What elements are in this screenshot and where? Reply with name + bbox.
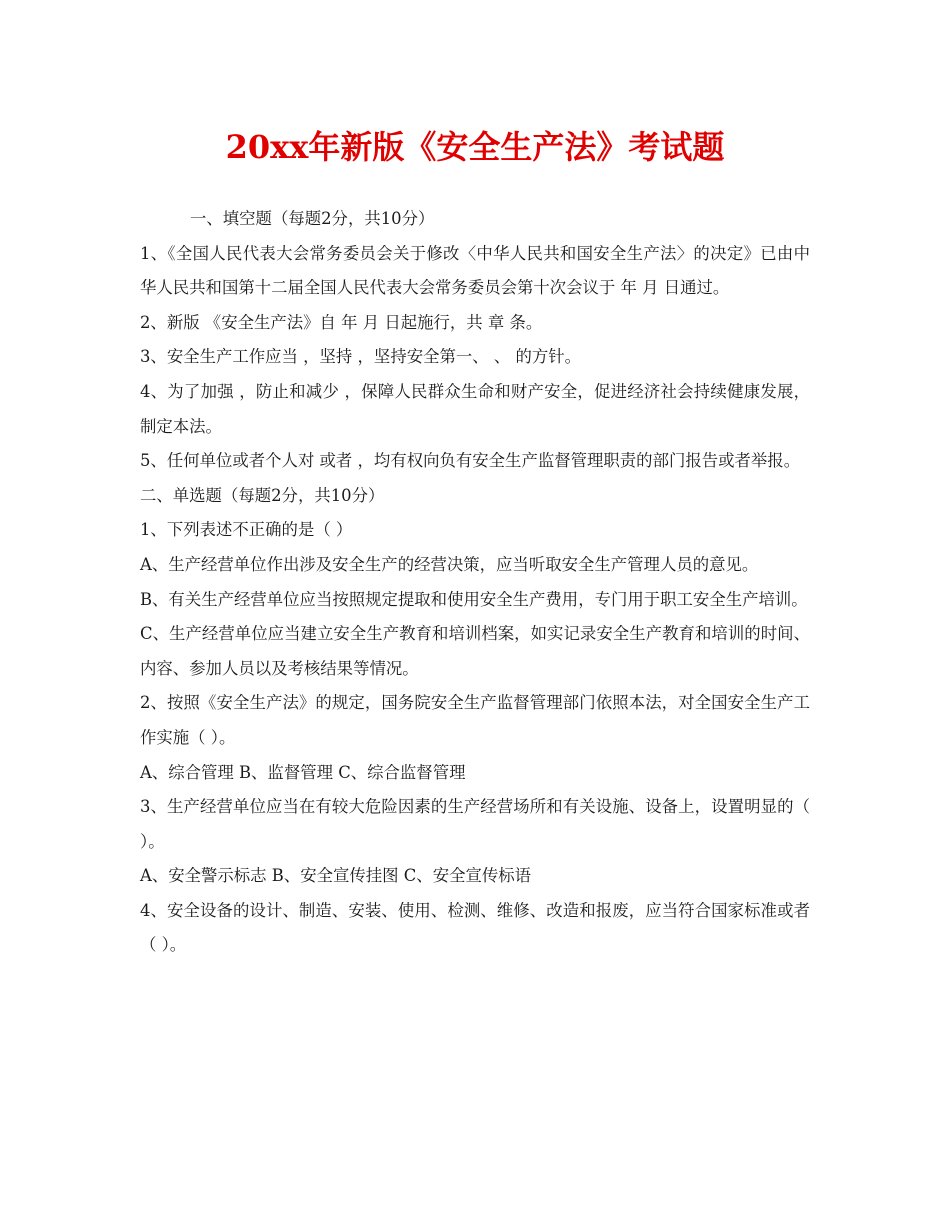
- section-heading-single-choice: 二、单选题（每题2分，共10分）: [140, 485, 385, 505]
- question-choice-2-options: A、综合管理 B、监督管理 C、综合监督管理: [140, 762, 466, 782]
- question-choice-2: 2、按照《安全生产法》的规定，国务院安全生产监督管理部门依照本法，对全国安全生产工作实施（ ）。: [140, 693, 810, 747]
- question-choice-4: 4、安全设备的设计、制造、安装、使用、检测、维修、改造和报废，应当符合国家标准或者（ ）。: [140, 900, 810, 955]
- document-title: 20xx年新版《安全生产法》考试题: [225, 128, 725, 166]
- question-fill-2: 2、新版 《安全生产法》自 年 月 日起施行，共 章 条。: [140, 312, 543, 332]
- document-body: [140, 202, 810, 963]
- question-choice-3: 3、生产经营单位应当在有较大危险因素的生产经营场所和有关设施、设备上，设置明显的（ ）。: [140, 797, 810, 851]
- question-choice-1-option-c: C、生产经营单位应当建立安全生产教育和培训档案，如实记录安全生产教育和培训的时间、内容、参加人员以及考核结果等情况。: [140, 624, 810, 678]
- question-fill-4: 4、为了加强 ，防止和减少 ，保障人民群众生命和财产安全，促进经济社会持续健康发展，制定本法。: [140, 381, 810, 436]
- question-choice-1: 1、下列表述不正确的是（ ）: [140, 520, 353, 540]
- section-heading-fill-in: 一、填空题（每题2分，共10分）: [190, 209, 435, 228]
- question-choice-3-options: A、安全警示标志 B、安全宣传挂图 C、安全宣传标语: [140, 866, 532, 886]
- question-fill-5: 5、任何单位或者个人对 或者 ，均有权向负有安全生产监督管理职责的部门报告或者举报。: [140, 451, 801, 471]
- question-fill-1: 1、《全国人民代表大会常务委员会关于修改〈中华人民共和国安全生产法〉的决定》已由中华人民共和国第十二届全国人民代表大会常务委员会第十次会议于 年 月 日通过。: [140, 243, 810, 298]
- question-fill-3: 3、安全生产工作应当 ，坚持 ，坚持安全第一、 、 的方针。: [140, 347, 582, 367]
- question-choice-1-option-b: B、有关生产经营单位应当按照规定提取和使用安全生产费用，专门用于职工安全生产培训。: [140, 589, 808, 609]
- question-choice-1-option-a: A、生产经营单位作出涉及安全生产的经营决策，应当听取安全生产管理人员的意见。: [140, 554, 759, 574]
